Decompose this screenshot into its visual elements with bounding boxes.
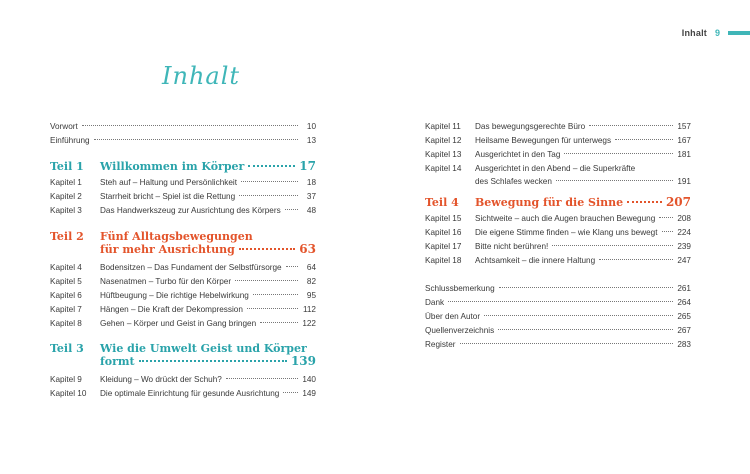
- toc-part-1[interactable]: Teil 1 Willkommen im Körper 17: [50, 159, 316, 173]
- toc-entry-kapitel-17[interactable]: Kapitel 17 Bitte nicht berühren! 239: [425, 242, 691, 251]
- toc-entry-kapitel-14-line-1[interactable]: Kapitel 14 Ausgerichtet in den Abend – die Superkräfte: [425, 164, 636, 173]
- toc-part-2-line-1[interactable]: Teil 2 Fünf Alltagsbewegungen: [50, 230, 253, 243]
- toc-entry-kapitel-10[interactable]: Kapitel 10 Die optimale Einrichtung für gesunde Ausrichtung 149: [50, 389, 316, 398]
- toc-entry-quellenverzeichnis[interactable]: Quellenverzeichnis 267: [425, 326, 691, 335]
- toc-entry-register[interactable]: Register 283: [425, 340, 691, 349]
- toc-entry-kapitel-18[interactable]: Kapitel 18 Achtsamkeit – die innere Haltung 247: [425, 256, 691, 265]
- toc-entry-einfuehrung[interactable]: Einführung 13: [50, 136, 316, 145]
- toc-part-2-line-2[interactable]: für mehr Ausrichtung 63: [100, 242, 316, 256]
- toc-part-3-line-2[interactable]: formt 139: [100, 354, 316, 368]
- toc-entry-dank[interactable]: Dank 264: [425, 298, 691, 307]
- toc-entry-kapitel-11[interactable]: Kapitel 11 Das bewegungsgerechte Büro 157: [425, 122, 691, 131]
- page-title: Inhalt: [162, 62, 241, 90]
- toc-entry-ueber-den-autor[interactable]: Über den Autor 265: [425, 312, 691, 321]
- toc-entry-kapitel-6[interactable]: Kapitel 6 Hüftbeugung – Die richtige Hebelwirkung 95: [50, 291, 316, 300]
- toc-entry-vorwort[interactable]: Vorwort 10: [50, 122, 316, 131]
- toc-entry-kapitel-3[interactable]: Kapitel 3 Das Handwerkszeug zur Ausrichtung des Körpers 48: [50, 206, 316, 215]
- toc-part-4[interactable]: Teil 4 Bewegung für die Sinne 207: [425, 195, 691, 209]
- toc-entry-kapitel-12[interactable]: Kapitel 12 Heilsame Bewegungen für unterwegs 167: [425, 136, 691, 145]
- toc-entry-kapitel-16[interactable]: Kapitel 16 Die eigene Stimme finden – wie Klang uns bewegt 224: [425, 228, 691, 237]
- toc-entry-kapitel-8[interactable]: Kapitel 8 Gehen – Körper und Geist in Gang bringen 122: [50, 319, 316, 328]
- toc-entry-schlussbemerkung[interactable]: Schlussbemerkung 261: [425, 284, 691, 293]
- toc-entry-kapitel-2[interactable]: Kapitel 2 Starrheit bricht – Spiel ist die Rettung 37: [50, 192, 316, 201]
- header-accent-bar: [728, 31, 750, 35]
- toc-entry-kapitel-7[interactable]: Kapitel 7 Hängen – Die Kraft der Dekompression 112: [50, 305, 316, 314]
- running-head: Inhalt: [681, 28, 707, 38]
- toc-entry-kapitel-13[interactable]: Kapitel 13 Ausgerichtet in den Tag 181: [425, 150, 691, 159]
- toc-entry-kapitel-5[interactable]: Kapitel 5 Nasenatmen – Turbo für den Körper 82: [50, 277, 316, 286]
- toc-entry-kapitel-9[interactable]: Kapitel 9 Kleidung – Wo drückt der Schuh? 140: [50, 375, 316, 384]
- toc-entry-kapitel-14-line-2[interactable]: des Schlafes wecken 191: [475, 177, 691, 186]
- toc-part-3-line-1[interactable]: Teil 3 Wie die Umwelt Geist und Körper: [50, 342, 307, 355]
- page-number: 9: [714, 28, 720, 38]
- toc-entry-kapitel-15[interactable]: Kapitel 15 Sichtweite – auch die Augen brauchen Bewegung 208: [425, 214, 691, 223]
- page-header: [682, 26, 750, 40]
- toc-entry-kapitel-4[interactable]: Kapitel 4 Bodensitzen – Das Fundament der Selbstfürsorge 64: [50, 263, 316, 272]
- toc-entry-kapitel-1[interactable]: Kapitel 1 Steh auf – Haltung und Persönlichkeit 18: [50, 178, 316, 187]
